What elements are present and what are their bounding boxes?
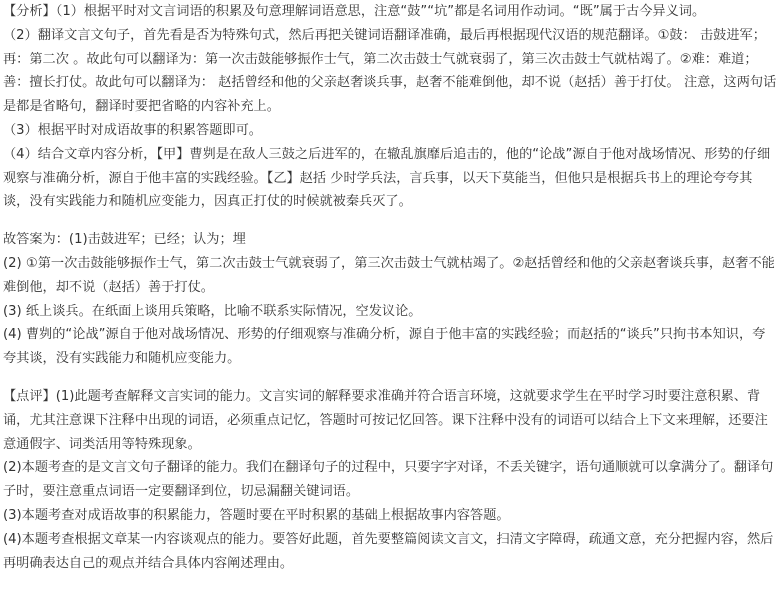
- answer-line-4: (4) 曹刿的“论战”源自于他对战场情况、形势的仔细观察与准确分析，源自于他丰富的实践经验；而赵括的“谈兵”只拘书本知识，夸夸其谈，没有实践能力和随机应变能力。: [3, 327, 766, 367]
- comment-paragraph-2: (2)本题考查的是文言文句子翻译的能力。我们在翻译句子的过程中，只要字字对译，不丢关键字，语句通顺就可以拿满分了。翻译句子时，要注意重点词语一定要翻译到位，切忌漏翻关键词语。: [3, 460, 774, 500]
- answer-line-2: (2) ①第一次击鼓能够振作士气，第二次击鼓士气就衰弱了，第三次击鼓士气就枯竭了。②赵括曾经和他的父亲赵奢谈兵事，赵奢不能难倒他，却不说（赵括）善于打仗。: [3, 255, 775, 295]
- spacer: [3, 214, 777, 228]
- answer-line-3: (3) 纸上谈兵。在纸面上谈用兵策略，比喻不联系实际情况，空发议论。: [3, 303, 422, 319]
- analysis-section: [3, 0, 777, 214]
- answer-line-1: 故答案为：(1)击鼓进军；已经；认为；埋: [3, 232, 246, 248]
- analysis-paragraph-2: （2）翻译文言文句子，首先看是否为特殊句式，然后再把关键词语翻译准确，最后再根据现代汉语的规范翻译。①鼓： 击鼓进军；再：第二次 。故此句可以翻译为：第一次击鼓能够振作士气，第二次击鼓士气就衰弱了，第三次击鼓士气就枯竭了。②难：难道；善：擅长打仗。故此句可以翻译为： 赵括曾经和他的父亲赵奢谈兵事，赵奢不能难倒他，却不说（赵括）善于打仗。 注意，这两句话是都是省略句，翻译时要把省略的内容补充上。: [3, 27, 777, 115]
- answer-section: [3, 228, 777, 371]
- comment-paragraph-4: (4)本题考查根据文章某一内容谈观点的能力。要答好此题，首先要整篇阅读文言文，扫清文字障碍，疏通文意，充分把握内容，然后再明确表达自己的观点并结合具体内容阐述理由。: [3, 531, 774, 571]
- analysis-paragraph-1: 【分析】（1）根据平时对文言词语的积累及句意理解词语意思，注意“鼓”“坑”都是名词用作动词。“既”属于古今异义词。: [3, 4, 706, 19]
- analysis-paragraph-4: （4）结合文章内容分析，【甲】曹刿是在敌人三鼓之后进军的，在辙乱旗靡后追击的，他的“论战”源自于他对战场情况、形势的仔细观察与准确分析，源自于他丰富的实践经验。【乙】赵括 少时学兵法，言兵事，以天下莫能当，但他只是根据兵书上的理论夸夸其谈，没有实践能力和随机应变能力，因真正打仗的时候就被秦兵灭了。: [3, 146, 771, 210]
- comment-paragraph-1: 【点评】(1)此题考查解释文言实词的能力。文言实词的解释要求准确并符合语言环境，这就要求学生在平时学习时要注意积累、背诵，尤其注意课下注释中出现的词语，必须重点记忆，答题时可按记忆回答。课下注释中没有的词语可以结合上下文来理解，还要注意通假字、词类活用等特殊现象。: [3, 388, 768, 452]
- analysis-paragraph-3: （3）根据平时对成语故事的积累答题即可。: [3, 122, 262, 138]
- comment-paragraph-3: (3)本题考查对成语故事的积累能力，答题时要在平时积累的基础上根据故事内容答题。: [3, 507, 510, 523]
- comment-section: [3, 385, 777, 575]
- spacer: [3, 371, 777, 385]
